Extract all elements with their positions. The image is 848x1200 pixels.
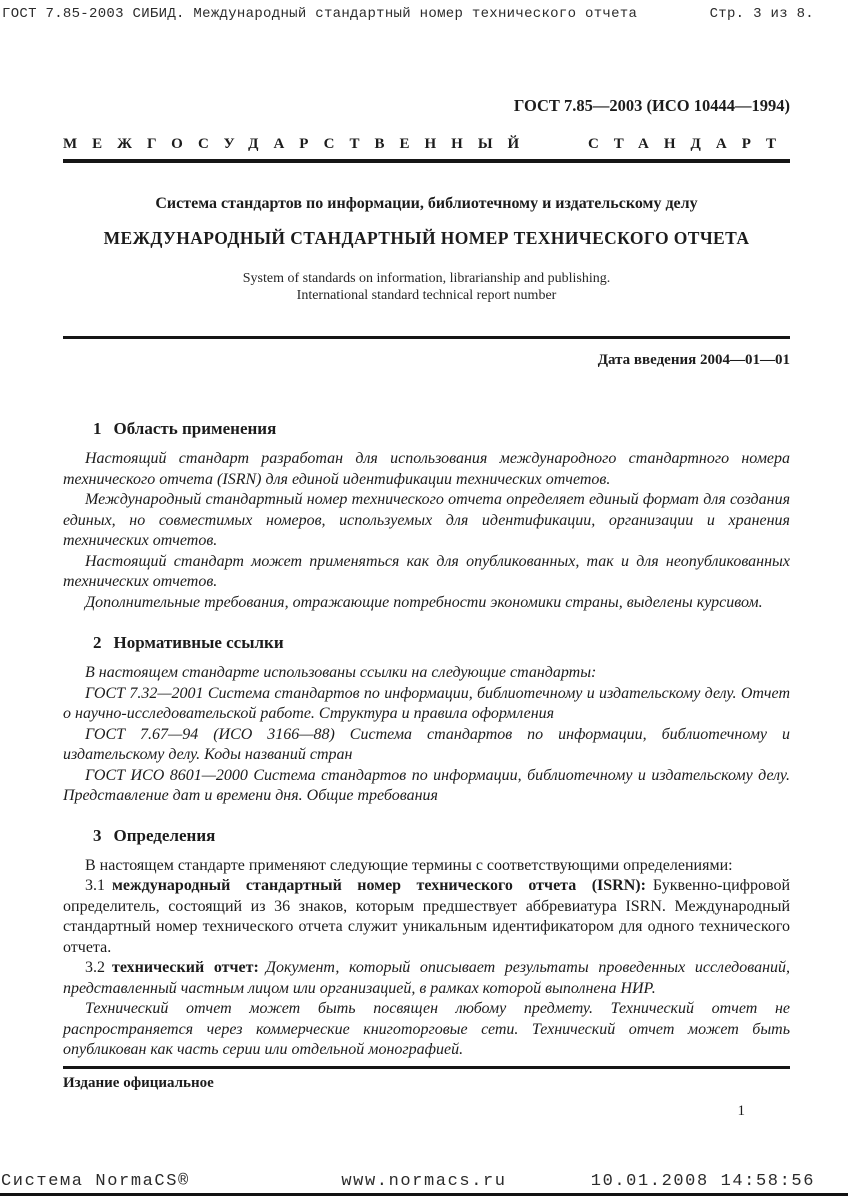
paragraph: ГОСТ ИСО 8601—2000 Система стандартов по информации, библиотечному и издательскому делу. Представление дат и времени дня. Общие требования [63,766,790,804]
paragraph: ГОСТ 7.32—2001 Система стандартов по информации, библиотечному и издательскому делу. Отчет о научно-исследовательской работе. Структура и правила оформления [63,684,790,722]
separator-rule-top [63,159,790,163]
section-heading-2 [63,633,790,653]
section-body-2 [63,663,790,807]
term-label: международный стандартный номер технического отчета (ISRN): [112,877,646,894]
document-main-title: МЕЖДУНАРОДНЫЙ СТАНДАРТНЫЙ НОМЕР ТЕХНИЧЕСКОГО ОТЧЕТА [103,228,750,248]
english-title [63,270,790,304]
paragraph: В настоящем стандарте применяют следующие термины с соответствующими определениями: [85,856,733,874]
page-number: 1 [737,1103,745,1119]
official-edition-note: Издание официальное [63,1075,214,1091]
page-indicator: Стр. 3 из 8. [709,6,814,22]
website-url: www.normacs.ru [341,1172,507,1191]
paragraph: Дополнительные требования, отражающие потребности экономики страны, выделены курсивом. [85,593,763,611]
section-number: 1 [93,419,102,438]
separator-rule-middle [63,336,790,339]
section-title: Область применения [113,419,277,438]
document-footer [63,1066,790,1120]
paragraph: Настоящий стандарт разработан для использования международного стандартного номера технического отчета (ISRN) для единой идентификации технических отчетов. [63,450,790,488]
series-title: Система стандартов по информации, библиотечному и издательскому делу [155,195,698,212]
section-number: 3 [93,825,102,845]
term-paragraph [63,958,790,999]
paragraph: Международный стандартный номер технического отчета определяет единый формат для создания единых, но совместимых номеров, используемых для идентификации, организации и хранения технических отчетов. [63,491,790,549]
paragraph: В настоящем стандарте использованы ссылки на следующие стандарты: [85,664,597,681]
term-number: 3.1 [85,877,105,894]
standard-designation: ГОСТ 7.85—2003 (ИСО 10444—1994) [513,96,790,115]
term-definition: Документ, который описывает результаты проведенных исследований, представленный частным лицом или организацией, в рамках которой выполнена НИР. [63,959,790,997]
scanned-page [63,0,790,1061]
separator-rule-footer [63,1066,790,1069]
term-paragraph [63,876,790,958]
paragraph: ГОСТ 7.67—94 (ИСО 3166—88) Система стандартов по информации, библиотечному и издательскому делу. Коды названий стран [63,725,790,763]
effective-date: Дата введения 2004—01—01 [597,352,790,368]
bottom-border-line [0,1193,848,1196]
viewer-bottom-bar [0,1172,848,1191]
term-number: 3.2 [85,959,105,976]
section-heading-1 [63,419,790,439]
section-number: 2 [93,633,102,652]
paragraph: Технический отчет может быть посвящен любому предмету. Технический отчет не распространяется через коммерческие книготорговые сети. Технический отчет может быть опубликован как часть серии или отдельной монографией. [63,1000,790,1058]
system-name: Система NormaCS® [1,1172,190,1191]
section-title: Нормативные ссылки [113,633,284,652]
term-definition: Буквенно-цифровой определитель, состоящий из 36 знаков, которым предшествует аббревиатура ISRN. Международный стандартный номер технического отчета служит уникальным идентификатором для одного технического отчета. [63,877,790,956]
standard-category: МЕЖГОСУДАРСТВЕННЫЙ СТАНДАРТ [63,136,792,152]
english-title-line1: System of standards on information, librarianship and publishing. [242,271,611,286]
section-body-3 [63,856,790,1061]
english-title-line2: International standard technical report number [296,288,557,303]
section-heading-3 [63,826,790,846]
section-title: Определения [113,825,216,845]
term-label: технический отчет: [112,959,259,976]
timestamp: 10.01.2008 14:58:56 [590,1172,815,1191]
document-title-text: ГОСТ 7.85-2003 СИБИД. Международный стандартный номер технического отчета [2,6,638,22]
section-body-1 [63,449,790,613]
paragraph: Настоящий стандарт может применяться как для опубликованных, так и для неопубликованных технических отчетов. [63,552,790,590]
